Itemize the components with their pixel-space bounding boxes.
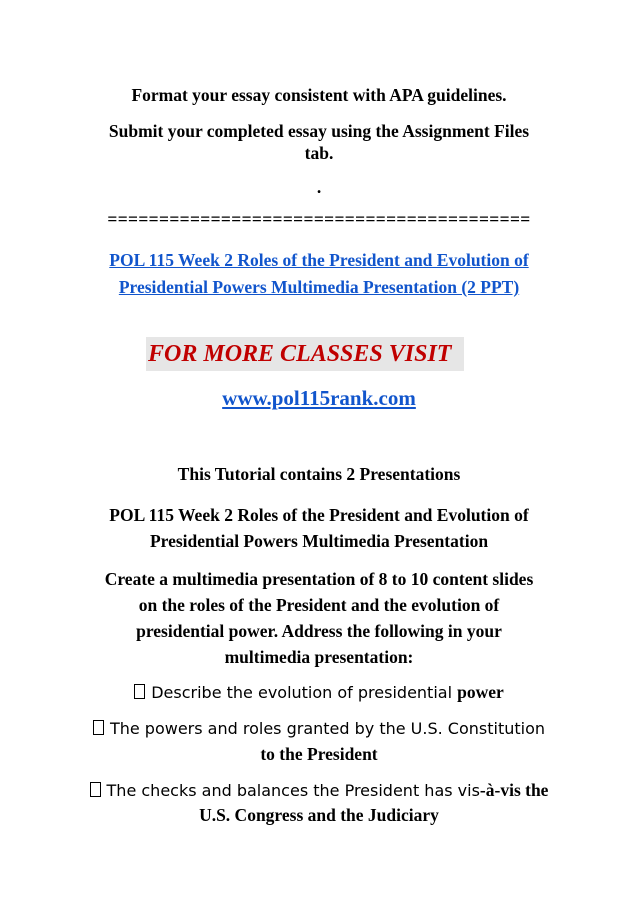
bullet-item-2 — [0, 718, 638, 740]
website-link[interactable]: www.pol115rank.com — [222, 386, 416, 410]
promo-title: FOR MORE CLASSES VISIT — [148, 341, 452, 367]
para-line-4: multimedia presentation: — [224, 647, 414, 667]
bullet-box-icon — [90, 782, 101, 797]
para-line-1: Create a multimedia presentation of 8 to 10 content slides — [104, 569, 534, 589]
intro-line-2: Submit your completed essay using the Assignment Files — [108, 121, 530, 141]
course-link-text-2[interactable]: Presidential Powers Multimedia Presentation (2 PPT) — [118, 277, 520, 297]
heading-line-2: Presidential Powers Multimedia Presentation — [149, 531, 489, 551]
bullet-box-icon — [134, 684, 145, 699]
intro-line-1: Format your essay consistent with APA guidelines. — [131, 85, 507, 105]
bullet-cont-3: U.S. Congress and the Judiciary — [199, 805, 439, 825]
bullet-text-1: Describe the evolution of presidential — [151, 683, 453, 702]
bullet-tail-3: -à-vis the — [479, 780, 549, 800]
bullet-text-2: The powers and roles granted by the U.S. Constitution — [109, 719, 546, 738]
bullet-item-3 — [0, 779, 638, 802]
separator-line: ========================================= — [107, 209, 531, 229]
course-link-line-2[interactable] — [0, 276, 638, 298]
para-line-2: on the roles of the President and the evolution of — [138, 595, 500, 615]
website-link-line[interactable] — [0, 385, 638, 411]
para-line-3: presidential power. Address the following in your — [136, 621, 502, 641]
bullet-cont-2: to the President — [260, 744, 378, 764]
bullet-tail-1: power — [457, 682, 504, 702]
course-link-line-1[interactable] — [0, 249, 638, 271]
course-link-text-1[interactable]: POL 115 Week 2 Roles of the President and Evolution of — [109, 250, 529, 270]
tutorial-note: This Tutorial contains 2 Presentations — [177, 464, 461, 484]
intro-line-3: tab. — [304, 143, 334, 163]
bullet-box-icon — [93, 720, 104, 735]
intro-dot: . — [316, 177, 322, 197]
bullet-text-3: The checks and balances the President has vis — [106, 781, 480, 800]
bullet-item-1 — [0, 681, 638, 704]
heading-line-1: POL 115 Week 2 Roles of the President and Evolution of — [109, 505, 529, 525]
